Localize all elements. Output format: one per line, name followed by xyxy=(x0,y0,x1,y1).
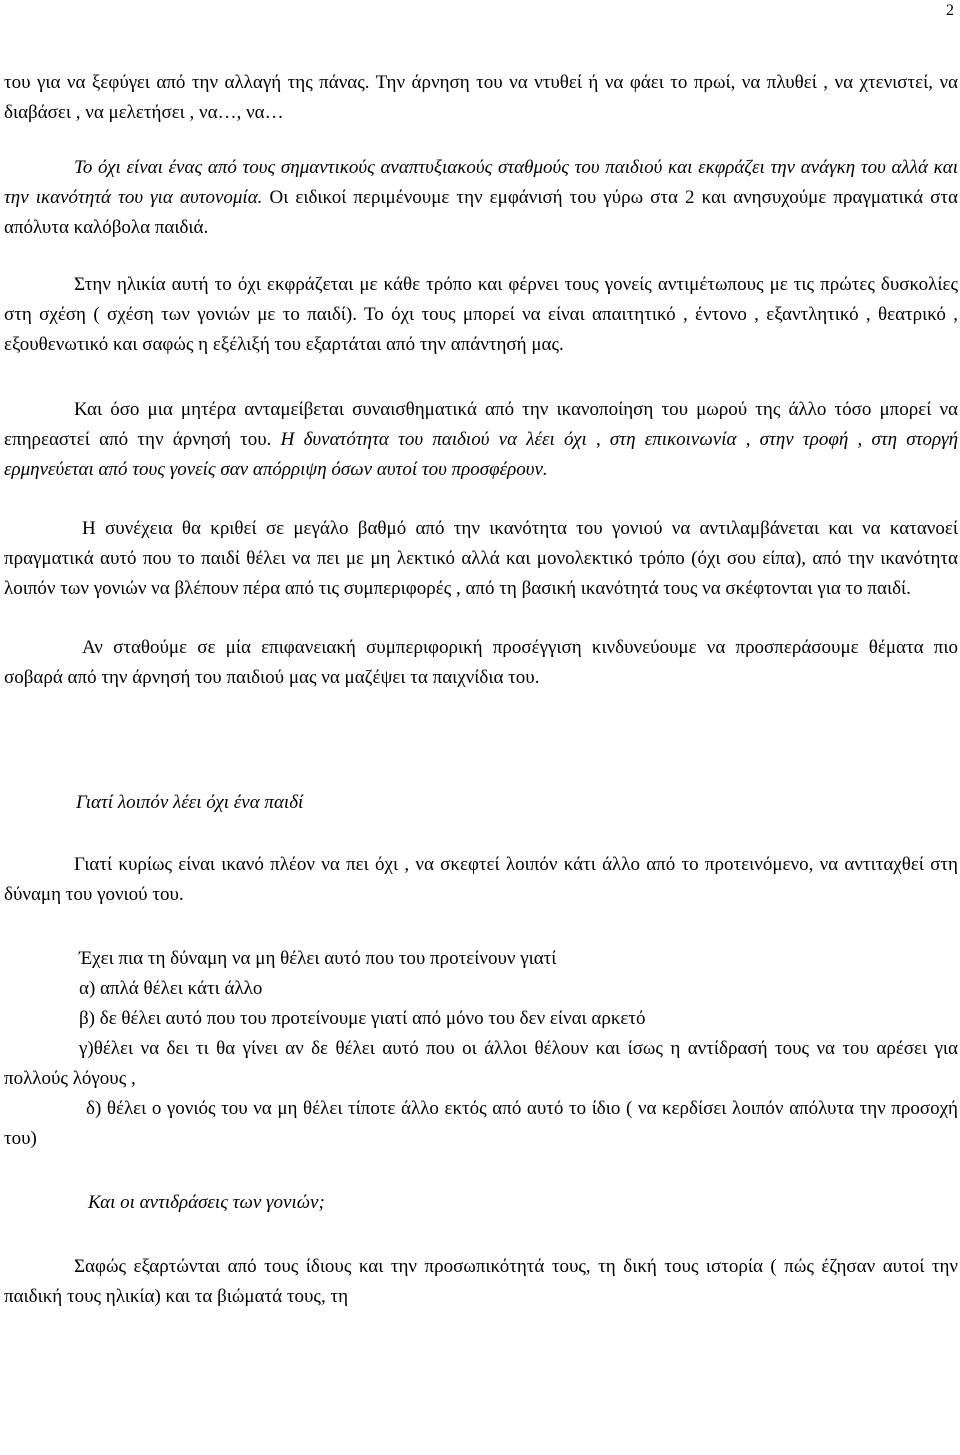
paragraph-2 xyxy=(4,153,958,243)
document-body xyxy=(4,68,958,1312)
paragraph-1: του για να ξεφύγει από την αλλαγή της πάνας. Την άρνηση του να ντυθεί ή να φάει το πρωί, να πλυθεί , να χτενιστεί, να διαβάσει , να μελετήσει , να…, να… xyxy=(4,72,958,123)
paragraph-7: Γιατί κυρίως είναι ικανό πλέον να πει όχι , να σκεφτεί λοιπόν κάτι άλλο από το προτεινόμενο, να αντιταχθεί στη δύναμη του γονιού του. xyxy=(4,854,958,905)
list-item-b: β) δε θέλει αυτό που του προτείνουμε γιατί από μόνο του δεν είναι αρκετό xyxy=(79,1008,646,1029)
section-heading-why: Γιατί λοιπόν λέει όχι ένα παιδί xyxy=(76,792,304,813)
list-item-d: δ) θέλει ο γονιός του να μη θέλει τίποτε άλλο εκτός από αυτό το ίδιο ( να κερδίσει λοιπόν απόλυτα την προσοχή του) xyxy=(4,1098,958,1149)
list-item-c: γ)θέλει να δει τι θα γίνει αν δε θέλει αυτό που οι άλλοι θέλουν και ίσως η αντίδρασή τους να του αρέσει για πολλούς λόγους , xyxy=(4,1038,958,1089)
paragraph-2-italic: Το όχι είναι ένας από τους σημαντικούς αναπτυξιακούς σταθμούς του παιδιού και εκφράζει την ανάγκη του αλλά και την ικανότητά του για αυτονομία. xyxy=(4,157,958,208)
page-number: 2 xyxy=(946,2,954,19)
paragraph-5: Η συνέχεια θα κριθεί σε μεγάλο βαθμό από την ικανότητα του γονιού να αντιλαμβάνεται και να κατανοεί πραγματικά αυτό που το παιδί θέλει να πει με μη λεκτικό αλλά και μονολεκτικό τρόπο (όχι σου είπα), από την ικανότητα λοιπόν των γονιών να βλέπουν πέρα από τις συμπεριφορές , από τη βασική ικανότητά τους να σκέφτονται για το παιδί. xyxy=(4,518,958,599)
paragraph-4 xyxy=(4,395,958,485)
section-heading-parents: Και οι αντιδράσεις των γονιών; xyxy=(88,1192,325,1213)
paragraph-3: Στην ηλικία αυτή το όχι εκφράζεται με κάθε τρόπο και φέρνει τους γονείς αντιμέτωπους με τις πρώτες δυσκολίες στη σχέση ( σχέση των γονιών με το παιδί). Το όχι τους μπορεί να είναι απαιτητικό , έντονο , εξαντλητικό , θεατρικό , εξουθενωτικό και σαφώς η εξέλιξή του εξαρτάται από την απάντησή μας. xyxy=(4,274,958,355)
list-item-a: α) απλά θέλει κάτι άλλο xyxy=(79,978,263,999)
paragraph-2-normal: Οι ειδικοί περιμένουμε την εμφάνισή του γύρω στα 2 και ανησυχούμε πραγματικά στα απόλυτα καλόβολα παιδιά. xyxy=(4,187,958,238)
reasons-list xyxy=(4,944,958,1154)
paragraph-8: Σαφώς εξαρτώνται από τους ίδιους και την προσωπικότητά τους, τη δική τους ιστορία ( πώς έζησαν αυτοί την παιδική τους ηλικία) και τα βιώματά τους, τη xyxy=(4,1256,958,1307)
paragraph-6: Αν σταθούμε σε μία επιφανειακή συμπεριφορική προσέγγιση κινδυνεύουμε να προσπεράσουμε θέματα πιο σοβαρά από την άρνησή του παιδιού μας να μαζέψει τα παιχνίδια του. xyxy=(4,637,958,688)
paragraph-4-italic: Η δυνατότητα του παιδιού να λέει όχι , στη επικοινωνία , στην τροφή , στη στοργή ερμηνεύεται από τους γονείς σαν απόρριψη όσων αυτοί του προσφέρουν. xyxy=(4,429,958,480)
paragraph-4-normal: Και όσο μια μητέρα ανταμείβεται συναισθηματικά από την ικανοποίηση του μωρού της άλλο τόσο μπορεί να επηρεαστεί από την άρνησή του. xyxy=(4,399,958,450)
reasons-intro: Έχει πια τη δύναμη να μη θέλει αυτό που του προτείνουν γιατί xyxy=(79,948,557,969)
